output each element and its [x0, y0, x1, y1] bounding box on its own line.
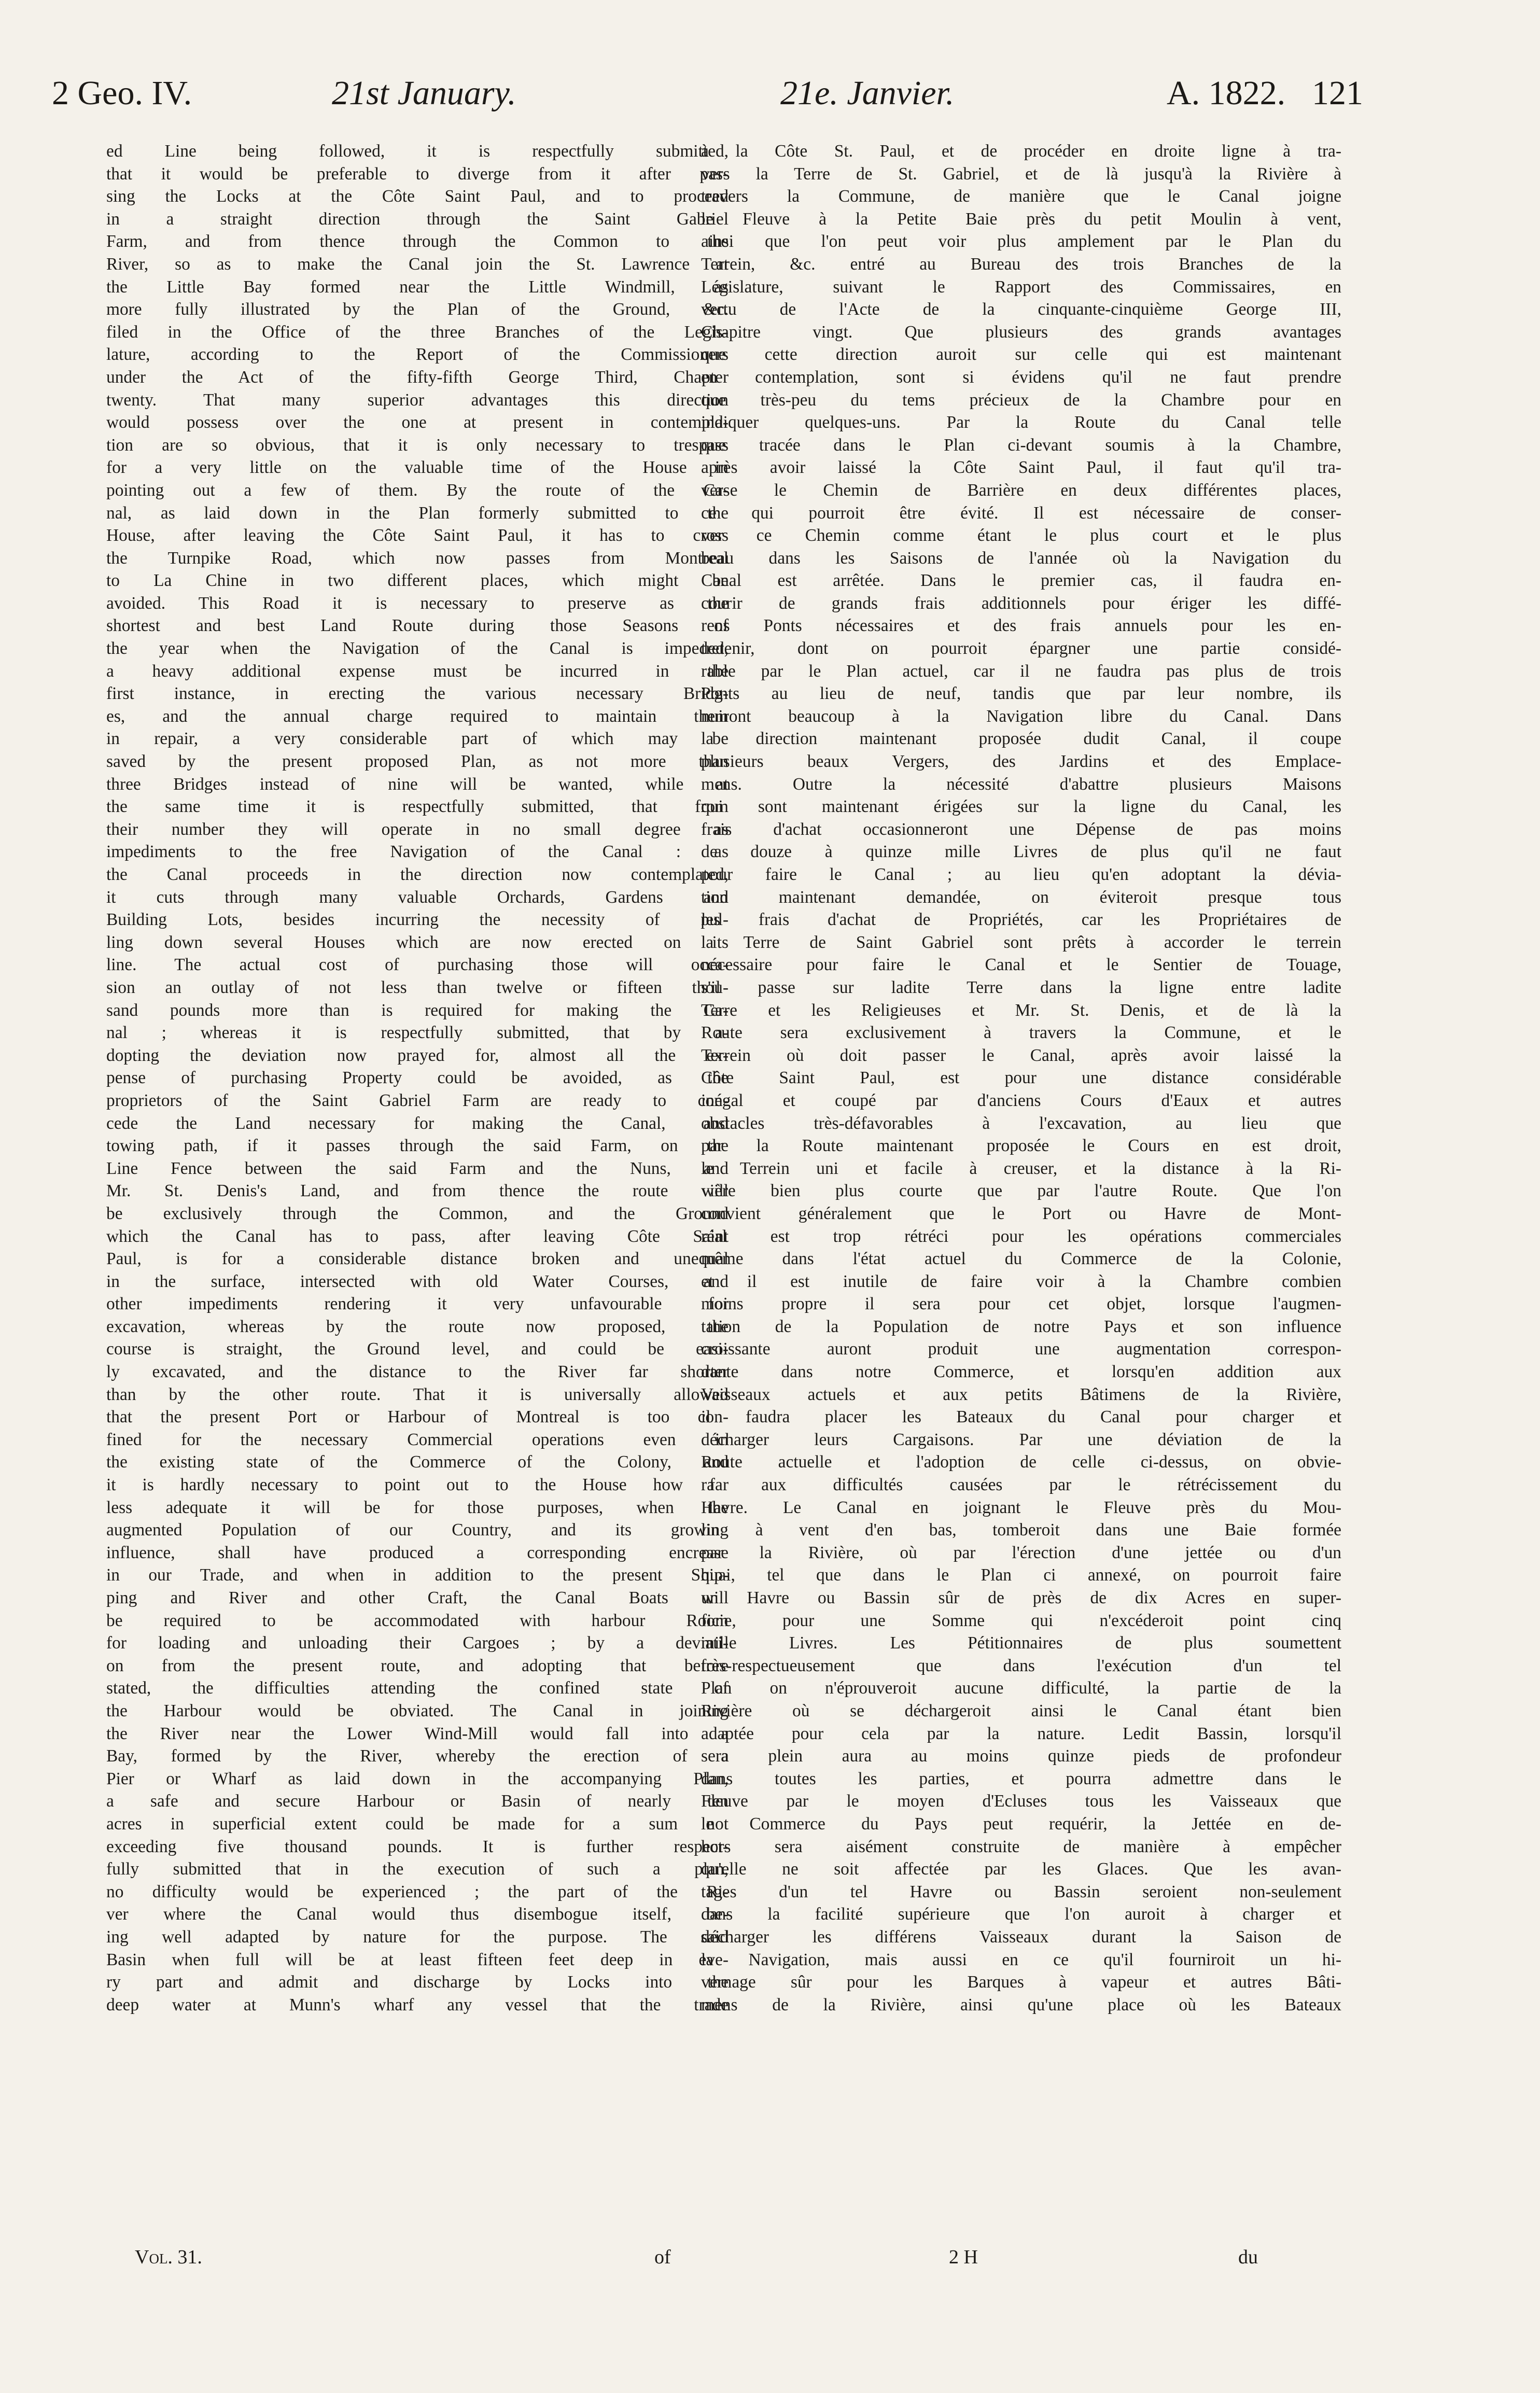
english-text-line: it cuts through many valuable Orchards, Gardens and [106, 887, 729, 907]
english-text-line: the Turnpike Road, which now passes from Montreal [106, 548, 729, 568]
english-text-line: in our Trade, and when in addition to the present Ship- [106, 1565, 729, 1585]
english-text-line: other impediments rendering it very unfavourable for [106, 1294, 729, 1314]
french-text-line: que tracée dans le Plan ci-devant soumis à la Chambre, [701, 435, 1341, 455]
french-text-line: s'il passe sur ladite Terre dans la ligne entre ladite [701, 977, 1341, 997]
english-text-line: Building Lots, besides incurring the necessity of pul- [106, 910, 729, 930]
english-text-line: proprietors of the Saint Gabriel Farm are ready to con- [106, 1090, 729, 1110]
english-text-line: influence, shall have produced a corresponding encrease [106, 1543, 729, 1562]
english-text-line: less adequate it will be for those purposes, when the [106, 1498, 729, 1517]
french-text-line: vers la Terre de St. Gabriel, et de là jusqu'à la Rivière à [701, 164, 1341, 184]
english-text-line: fully submitted that in the execution of such a plan, [106, 1859, 729, 1879]
french-text-line: vernage sûr pour les Barques à vapeur et autres Bâti- [701, 1972, 1341, 1992]
english-text-line: would possess over the one at present in contempla- [106, 413, 729, 432]
english-text-line: in repair, a very considerable part of which may be [106, 729, 729, 749]
english-text-line: Bay, formed by the River, whereby the erection of a [106, 1746, 729, 1766]
english-text-line: Paul, is for a considerable distance broken and unequal [106, 1249, 729, 1269]
english-text-line: for a very little on the valuable time of the House in [106, 458, 729, 478]
french-text-line: tretenir, dont on pourroit épargner une partie considé- [701, 639, 1341, 659]
english-text-line: ver where the Canal would thus disembogue itself, be- [106, 1905, 729, 1924]
french-text-line: que très-peu du tems précieux de la Chambre pour en [701, 390, 1341, 410]
english-text-line: no difficulty would be experienced ; the part of the Ri- [106, 1882, 729, 1901]
english-text-line: saved by the present proposed Plan, as not more than [106, 752, 729, 772]
english-text-line: ing well adapted by nature for the purpose. The said [106, 1927, 729, 1947]
english-text-line: it is hardly necessary to point out to the House how far [106, 1475, 729, 1495]
english-text-line: the Little Bay formed near the Little Windmill, as [106, 277, 729, 297]
english-text-line: tion are so obvious, that it is only necessary to trespass [106, 435, 729, 455]
english-text-line: es, and the annual charge required to maintain them [106, 706, 729, 726]
catchword-french: du [1238, 2246, 1258, 2268]
english-text-line: first instance, in erecting the various necessary Bridg- [106, 684, 729, 704]
english-text-line: the Canal proceeds in the direction now contemplated, [106, 865, 729, 884]
page-number: 121 [1312, 74, 1363, 112]
french-text-line: Route sera exclusivement à travers la Commune, et le [701, 1023, 1341, 1043]
french-text-line: ce qui pourroit être évité. Il est nécessaire de conser- [701, 503, 1341, 523]
english-text-line: that it would be preferable to diverge from it after pas- [106, 164, 729, 184]
french-text-line: les frais d'achat de Propriétés, car les Propriétaires de [701, 910, 1341, 930]
english-text-line: filed in the Office of the three Branches of the Legis- [106, 322, 729, 342]
english-text-line: augmented Population of our Country, and its growing [106, 1520, 729, 1540]
english-text-line: Basin when full will be at least fifteen feet deep in eve- [106, 1950, 729, 1969]
french-text-line: courir de grands frais additionnels pour ériger les diffé- [701, 593, 1341, 613]
french-text-line: par la Route maintenant proposée le Cours en est droit, [701, 1136, 1341, 1156]
catchword-english: of [654, 2246, 671, 2268]
english-text-line: three Bridges instead of nine will be wanted, while at [106, 774, 729, 794]
english-text-line: acres in superficial extent could be made for a sum not [106, 1814, 729, 1834]
english-text-line: in the surface, intersected with old Water Courses, and [106, 1271, 729, 1291]
french-text-line: quai, tel que dans le Plan ci annexé, on pourroit faire [701, 1565, 1341, 1585]
french-text-line: travers la Commune, de manière que le Canal joigne [701, 187, 1341, 206]
french-text-line: dans la facilité supérieure que l'on auroit à charger et [701, 1905, 1341, 1924]
french-text-line: le Commerce du Pays peut requérir, la Jettée en de- [701, 1814, 1341, 1834]
english-text-line: fined for the necessary Commercial operations even in [106, 1430, 729, 1449]
english-text-line: sing the Locks at the Côte Saint Paul, and to proceed [106, 187, 729, 206]
french-text-line: nécessaire pour faire le Canal et le Sentier de Touage, [701, 955, 1341, 975]
english-text-line: House, after leaving the Côte Saint Paul, it has to cross [106, 526, 729, 545]
signature-mark: 2 H [949, 2246, 978, 2268]
french-text-line: Terrein où doit passer le Canal, après avoir laissé la [701, 1045, 1341, 1065]
french-text-line: très-respectueusement que dans l'exécution d'un tel [701, 1656, 1341, 1675]
english-text-line: that the present Port or Harbour of Montreal is too con- [106, 1407, 729, 1427]
french-text-line: Terrein, &c. entré au Bureau des trois Branches de la [701, 254, 1341, 274]
french-text-line: croissante auront produit une augmentation correspon- [701, 1339, 1341, 1359]
english-text-line: a heavy additional expense must be incurred in the [106, 661, 729, 681]
english-text-line: the same time it is respectfully submitted, that from [106, 797, 729, 817]
french-text-line: en contemplation, sont si évidens qu'il ne faut prendre [701, 367, 1341, 387]
french-text-line: de douze à quinze mille Livres de plus qu'il ne faut [701, 842, 1341, 862]
english-text-line: under the Act of the fifty-fifth George Third, Chapter [106, 367, 729, 387]
french-text-line: adaptée pour cela par la nature. Ledit Bassin, lorsqu'il [701, 1724, 1341, 1743]
french-text-line: décharger leurs Cargaisons. Par une déviation de la [701, 1430, 1341, 1449]
french-text-line: hors sera aisément construite de manière à empêcher [701, 1837, 1341, 1856]
english-text-line: be exclusively through the Common, and the Ground [106, 1204, 729, 1223]
french-text-line: décharger les différens Vaisseaux durant la Saison de [701, 1927, 1341, 1947]
french-text-line: convient généralement que le Port ou Havre de Mont- [701, 1204, 1341, 1223]
english-text-line: line. The actual cost of purchasing those will occa- [106, 955, 729, 975]
french-text-line: Fleuve par le moyen d'Ecluses tous les Vaisseaux que [701, 1792, 1341, 1811]
french-text-line: ra aux difficultés causées par le rétrécissement du [701, 1475, 1341, 1495]
english-text-line: Mr. St. Denis's Land, and from thence the route will [106, 1181, 729, 1201]
english-text-line: pense of purchasing Property could be avoided, as the [106, 1068, 729, 1088]
english-text-line: stated, the difficulties attending the confined state of [106, 1678, 729, 1698]
french-text-line: rable par le Plan actuel, car il ne faudra pas plus de trois [701, 661, 1341, 681]
english-text-line: River, so as to make the Canal join the St. Lawrence at [106, 254, 729, 274]
english-text-line: shortest and best Land Route during those Seasons of [106, 616, 729, 636]
english-text-line: ly excavated, and the distance to the River far shorter [106, 1362, 729, 1382]
french-text-line: ver ce Chemin comme étant le plus court et le plus [701, 526, 1341, 545]
french-text-line: dante dans notre Commerce, et lorsqu'en addition aux [701, 1362, 1341, 1382]
french-column [701, 140, 1341, 2016]
french-text-line: vière bien plus courte que par l'autre Route. Que l'on [701, 1181, 1341, 1201]
french-text-line: après avoir laissé la Côte Saint Paul, il faut qu'il tra- [701, 458, 1341, 478]
french-text-line: moins propre il sera pour cet objet, lorsque l'augmen- [701, 1294, 1341, 1314]
english-text-line: the existing state of the Commerce of the Colony, and [106, 1452, 729, 1472]
french-text-line: ainsi que l'on peut voir plus amplement par le Plan du [701, 232, 1341, 251]
english-text-line: which the Canal has to pass, after leaving Côte Saint [106, 1226, 729, 1246]
english-text-line: be required to be accommodated with harbour Room [106, 1611, 729, 1630]
english-text-line: sion an outlay of not less than twelve or fifteen thou- [106, 977, 729, 997]
french-text-line: par la Rivière, où par l'érection d'une jettée ou d'un [701, 1543, 1341, 1562]
french-text-line: lin à vent d'en bas, tomberoit dans une Baie formée [701, 1520, 1341, 1540]
english-text-line: on from the present route, and adopting that before [106, 1656, 729, 1675]
english-text-line: the year when the Navigation of the Canal is impeded, [106, 639, 729, 659]
english-text-line: pointing out a few of them. By the route of the Ca- [106, 480, 729, 500]
english-text-line: exceeding five thousand pounds. It is further respect- [106, 1837, 729, 1856]
english-text-line: impediments to the free Navigation of the Canal : as [106, 842, 729, 862]
english-text-line: sand pounds more than is required for making the Ca- [106, 1000, 729, 1020]
english-text-line: avoided. This Road it is necessary to preserve as the [106, 593, 729, 613]
english-text-line: than by the other route. That it is universally allowed [106, 1384, 729, 1404]
english-text-line: to La Chine in two different places, which might be [106, 571, 729, 591]
english-text-line: lature, according to the Report of the Commissioners [106, 345, 729, 365]
english-text-line: dopting the deviation now prayed for, almost all the ex- [106, 1045, 729, 1065]
french-text-line: Côte Saint Paul, est pour une distance considérable [701, 1068, 1341, 1088]
english-text-line: nal, as laid down in the Plan formerly submitted to the [106, 503, 729, 523]
date-english: 21st January. [332, 74, 516, 112]
french-text-line: vertu de l'Acte de la cinquante-cinquième George III, [701, 300, 1341, 319]
french-text-line: mille Livres. Les Pétitionnaires de plus soumettent [701, 1633, 1341, 1653]
french-text-line: frais d'achat occasionneront une Dépense de pas moins [701, 819, 1341, 839]
regnal-year: 2 Geo. IV. [52, 74, 192, 112]
french-text-line: inégal et coupé par d'anciens Cours d'Eaux et autres [701, 1090, 1341, 1110]
french-text-line: indiquer quelques-uns. Par la Route du Canal telle [701, 413, 1341, 432]
french-text-line: Havre. Le Canal en joignant le Fleuve près du Mou- [701, 1498, 1341, 1517]
french-text-line: le Terrein uni et facile à creuser, et la distance à la Ri- [701, 1158, 1341, 1178]
french-text-line: plusieurs beaux Vergers, des Jardins et des Emplace- [701, 752, 1341, 772]
english-text-line: ry part and admit and discharge by Locks into the [106, 1972, 729, 1992]
english-text-line: Pier or Wharf as laid down in the accompanying Plan, [106, 1769, 729, 1788]
french-text-line: mens de la Rivière, ainsi qu'une place où les Bateaux [701, 1995, 1341, 2014]
french-text-line: qu'elle ne soit affectée par les Glaces. Que les avan- [701, 1859, 1341, 1879]
french-text-line: qui sont maintenant érigées sur la ligne du Canal, les [701, 797, 1341, 817]
french-text-line: tation de la Population de notre Pays et son influence [701, 1317, 1341, 1336]
french-text-line: nuiront beaucoup à la Navigation libre du Canal. Dans [701, 706, 1341, 726]
french-text-line: Chapitre vingt. Que plusieurs des grands avantages [701, 322, 1341, 342]
french-text-line: et il est inutile de faire voir à la Chambre combien [701, 1271, 1341, 1291]
french-text-line: dans toutes les parties, et pourra admettre dans le [701, 1769, 1341, 1788]
english-column [106, 140, 729, 2016]
english-text-line: excavation, whereas by the route now proposed, the [106, 1317, 729, 1336]
french-text-line: la Navigation, mais aussi en ce qu'il fourniroit un hi- [701, 1950, 1341, 1969]
french-text-line: tion maintenant demandée, on éviteroit presque tous [701, 887, 1341, 907]
date-french: 21e. Janvier. [780, 74, 955, 112]
english-text-line: more fully illustrated by the Plan of the Ground, &c. [106, 300, 729, 319]
french-text-line: pour faire le Canal ; au lieu qu'en adoptant la dévia- [701, 865, 1341, 884]
french-text-line: réal est trop rétréci pour les opérations commerciales [701, 1226, 1341, 1246]
french-text-line: ficie, pour une Somme qui n'excéderoit point cinq [701, 1611, 1341, 1630]
french-text-line: à la Côte St. Paul, et de procéder en droite ligne à tra- [701, 142, 1341, 161]
french-text-line: la Terre de Saint Gabriel sont prêts à accorder le terrein [701, 932, 1341, 952]
english-text-line: for loading and unloading their Cargoes ; by a deviati- [106, 1633, 729, 1653]
french-text-line: rens Ponts nécessaires et des frais annuels pour les en- [701, 616, 1341, 636]
english-text-line: Farm, and from thence through the Common to the [106, 232, 729, 251]
english-text-line: ed Line being followed, it is respectfully submitted, [106, 142, 729, 161]
english-text-line: ling down several Houses which are now erected on its [106, 932, 729, 952]
english-text-line: ping and River and other Craft, the Canal Boats will [106, 1588, 729, 1607]
french-text-line: Route actuelle et l'adoption de celle ci-dessus, on obvie- [701, 1452, 1341, 1472]
french-text-line: Plan on n'éprouveroit aucune difficulté, la partie de la [701, 1678, 1341, 1698]
year: A. 1822. [1167, 74, 1286, 112]
french-text-line: verse le Chemin de Barrière en deux différentes places, [701, 480, 1341, 500]
english-text-line: course is straight, the Ground level, and could be easi- [106, 1339, 729, 1359]
english-text-line: twenty. That many superior advantages this direction [106, 390, 729, 410]
english-text-line: the River near the Lower Wind-Mill would fall into a [106, 1724, 729, 1743]
english-text-line: a safe and secure Harbour or Basin of nearly ten [106, 1792, 729, 1811]
french-text-line: que cette direction auroit sur celle qui est maintenant [701, 345, 1341, 365]
english-text-line: nal ; whereas it is respectfully submitted, that by a- [106, 1023, 729, 1043]
french-text-line: Rivière où se déchargeroit ainsi le Canal étant bien [701, 1701, 1341, 1720]
french-text-line: même dans l'état actuel du Commerce de la Colonie, [701, 1249, 1341, 1269]
french-text-line: Terre et les Religieuses et Mr. St. Denis, et de là la [701, 1000, 1341, 1020]
english-text-line: the Harbour would be obviated. The Canal in joining [106, 1701, 729, 1720]
french-text-line: un Havre ou Bassin sûr de près de dix Acres en super- [701, 1588, 1341, 1607]
french-text-line: Ponts au lieu de neuf, tandis que par leur nombre, ils [701, 684, 1341, 704]
french-text-line: Législature, suivant le Rapport des Commissaires, en [701, 277, 1341, 297]
english-text-line: cede the Land necessary for making the Canal, and [106, 1113, 729, 1133]
french-text-line: tages d'un tel Havre ou Bassin seroient non-seulement [701, 1882, 1341, 1901]
volume-label: Vol. 31. [135, 2246, 202, 2268]
french-text-line: beau dans les Saisons de l'année où la Navigation du [701, 548, 1341, 568]
french-text-line: Vaisseaux actuels et aux petits Bâtimens de la Rivière, [701, 1384, 1341, 1404]
french-text-line: Canal est arrêtée. Dans le premier cas, il faudra en- [701, 571, 1341, 591]
english-text-line: in a straight direction through the Saint Gabriel [106, 209, 729, 229]
french-text-line: mens. Outre la nécessité d'abattre plusieurs Maisons [701, 774, 1341, 794]
french-text-line: obstacles très-défavorables à l'excavation, au lieu que [701, 1113, 1341, 1133]
french-text-line: il faudra placer les Bateaux du Canal pour charger et [701, 1407, 1341, 1427]
english-text-line: their number they will operate in no small degree as [106, 819, 729, 839]
english-text-line: Line Fence between the said Farm and the Nuns, and [106, 1158, 729, 1178]
french-text-line: sera plein aura au moins quinze pieds de profondeur [701, 1746, 1341, 1766]
french-text-line: le Fleuve à la Petite Baie près du petit Moulin à vent, [701, 209, 1341, 229]
english-text-line: deep water at Munn's wharf any vessel that the trade [106, 1995, 729, 2014]
english-text-line: towing path, if it passes through the said Farm, on the [106, 1136, 729, 1156]
french-text-line: la direction maintenant proposée dudit Canal, il coupe [701, 729, 1341, 749]
